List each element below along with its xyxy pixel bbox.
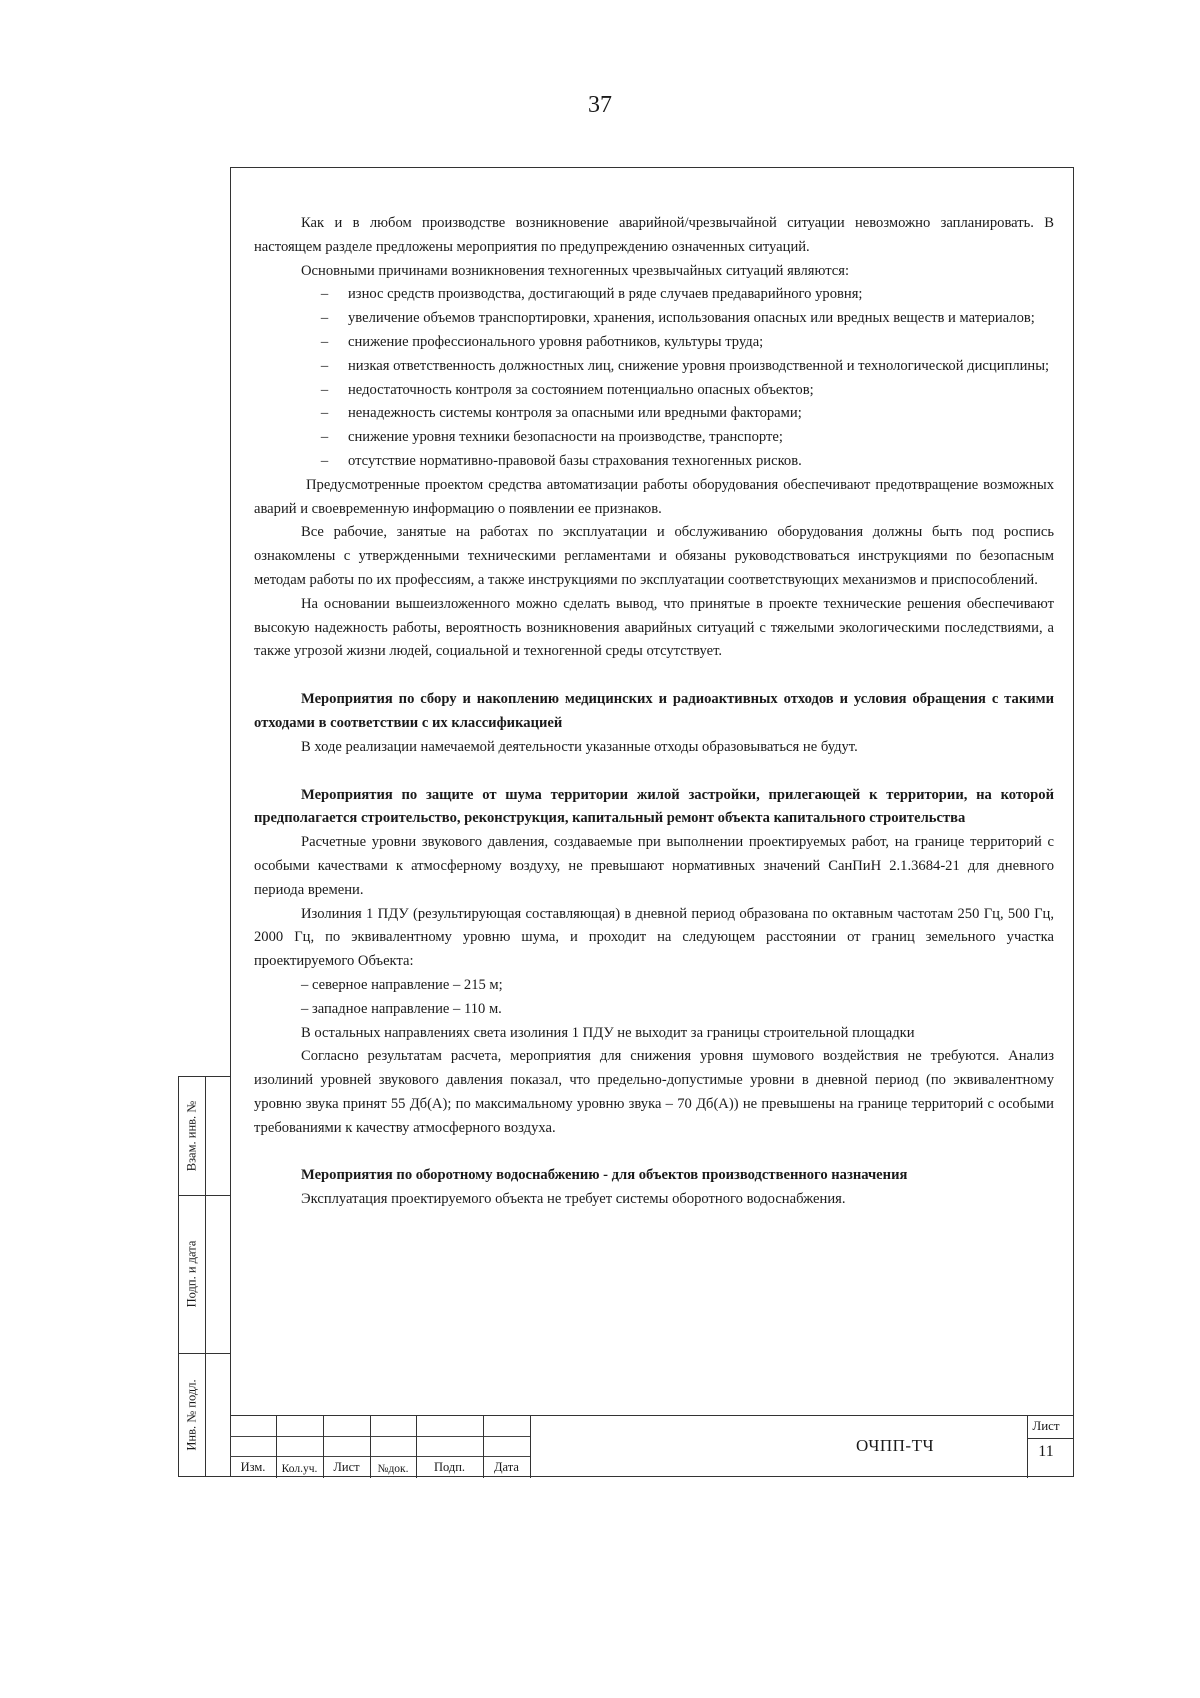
- list-item: [254, 450, 1054, 474]
- title-block-stamp: [230, 1415, 1074, 1477]
- side-label-podp: Подп. и дата: [184, 1240, 199, 1308]
- list-item-text: ненадежность системы контроля за опасными или вредными факторами;: [348, 405, 802, 422]
- stamp-col-kolch: Кол.уч.: [281, 1463, 318, 1475]
- list-item: [254, 402, 1054, 426]
- list-item-text: снижение профессионального уровня работников, культуры труда;: [348, 333, 764, 350]
- dash-marker: –: [320, 333, 329, 350]
- list-item-text: недостаточность контроля за состоянием потенциально опасных объектов;: [348, 381, 814, 398]
- sheet-label: Лист: [1032, 1418, 1060, 1433]
- dash-marker: –: [320, 357, 329, 374]
- dash-marker: –: [320, 286, 329, 303]
- section-heading: Мероприятия по оборотному водоснабжению - для объектов производственного назначения: [301, 1167, 908, 1184]
- dash-marker: –: [320, 381, 329, 398]
- document-body: [254, 212, 1054, 1212]
- dash-marker: –: [320, 429, 329, 446]
- paragraph: Расчетные уровни звукового давления, создаваемые при выполнении проектируемых работ, на границе территорий с особыми качествами к атмосферному воздуху, не превышают нормативных значений СанПиН 2.1.3684-21 для дневного периода времени.: [254, 834, 1054, 898]
- dash-marker: –: [320, 310, 329, 327]
- dash-marker: –: [320, 405, 329, 422]
- list-item: [254, 283, 1054, 307]
- stamp-col-ndok: №док.: [377, 1463, 409, 1475]
- stamp-col-data: Дата: [494, 1460, 519, 1474]
- paragraph: В остальных направлениях света изолиния 1 ПДУ не выходит за границы строительной площадки: [301, 1024, 915, 1041]
- list-item-text: износ средств производства, достигающий в ряде случаев предаварийного уровня;: [348, 286, 863, 303]
- section-heading: Мероприятия по защите от шума территории жилой застройки, прилегающей к территории, на которой предполагается строительство, реконструкция, капитальный ремонт объекта капитального строительства: [254, 786, 1054, 827]
- stamp-col-podp: Подп.: [433, 1460, 466, 1474]
- paragraph: На основании вышеизложенного можно сделать вывод, что принятые в проекте технические решения обеспечивают высокую надежность работы, вероятность возникновения аварийных ситуаций с тяжелыми экологическими последствиями, а также угрозой жизни людей, социальной и техногенной среды отсутствует.: [254, 595, 1054, 660]
- list-item: [254, 331, 1054, 355]
- side-label-inv: Инв. № подл.: [184, 1379, 199, 1451]
- stamp-col-list: Лист: [333, 1460, 360, 1474]
- list-item: [254, 355, 1054, 379]
- causes-list: [254, 283, 1054, 473]
- paragraph: В ходе реализации намечаемой деятельности указанные отходы образовываться не будут.: [301, 738, 858, 755]
- list-item-text: низкая ответственность должностных лиц, снижение уровня производственной и технологической дисциплины;: [348, 357, 1050, 374]
- stamp-col-izm: Изм.: [240, 1460, 266, 1474]
- direction-item: – северное направление – 215 м;: [301, 976, 503, 993]
- section-heading: Мероприятия по сбору и накоплению медицинских и радиоактивных отходов и условия обращения с такими отходами в соответствии с их классификацией: [254, 691, 1054, 731]
- paragraph: Изолиния 1 ПДУ (результирующая составляющая) в дневной период образована по октавным частотам 250 Гц, 500 Гц, 2000 Гц, по эквивалентному уровню шума, и проходит на следующем расстоянии от границ земельного участка проектируемого Объекта:: [254, 905, 1054, 970]
- page-number: 37: [588, 92, 612, 118]
- paragraph: Основными причинами возникновения техногенных чрезвычайных ситуаций являются:: [301, 262, 849, 279]
- direction-item: – западное направление – 110 м.: [301, 1000, 502, 1017]
- document-code: ОЧПП-ТЧ: [855, 1436, 935, 1455]
- paragraph: Эксплуатация проектируемого объекта не требует системы оборотного водоснабжения.: [301, 1191, 846, 1208]
- list-item-text: отсутствие нормативно-правовой базы страхования техногенных рисков.: [348, 452, 802, 469]
- list-item-text: снижение уровня техники безопасности на производстве, транспорте;: [348, 429, 783, 446]
- list-item-text: увеличение объемов транспортировки, хранения, использования опасных или вредных веществ и материалов;: [348, 310, 1035, 327]
- paragraph: Согласно результатам расчета, мероприятия для снижения уровня шумового воздействия не требуются. Анализ изолиний уровней звукового давления показал, что предельно-допустимые уровни в дневной период (по эквивалентному уровню звука принят 55 Дб(А); по максимальному уровню звука – 70 Дб(А)) не превышены на границе территорий с особыми требованиями к качеству атмосферного воздуха.: [254, 1048, 1054, 1136]
- list-item: [254, 379, 1054, 403]
- dash-marker: –: [320, 452, 329, 469]
- paragraph: Как и в любом производстве возникновение аварийной/чрезвычайной ситуации невозможно запланировать. В настоящем разделе предложены мероприятия по предупреждению означенных ситуаций.: [254, 215, 1054, 255]
- sheet-number: 11: [1038, 1443, 1054, 1460]
- paragraph: Предусмотренные проектом средства автоматизации работы оборудования обеспечивают предотвращение возможных аварий и своевременную информацию о появлении ее признаков.: [254, 476, 1054, 517]
- side-stamp-strip: [178, 1076, 230, 1477]
- side-label-vzam: Взам. инв. №: [184, 1100, 199, 1172]
- list-item: [254, 426, 1054, 450]
- paragraph: Все рабочие, занятые на работах по эксплуатации и обслуживанию оборудования должны быть под роспись ознакомлены с утвержденными техническими регламентами и обязаны руководствоваться инструкциями по безопасным методам работы по их профессиям, а также инструкциями по эксплуатации соответствующих механизмов и приспособлений.: [254, 524, 1054, 588]
- list-item: [254, 307, 1054, 331]
